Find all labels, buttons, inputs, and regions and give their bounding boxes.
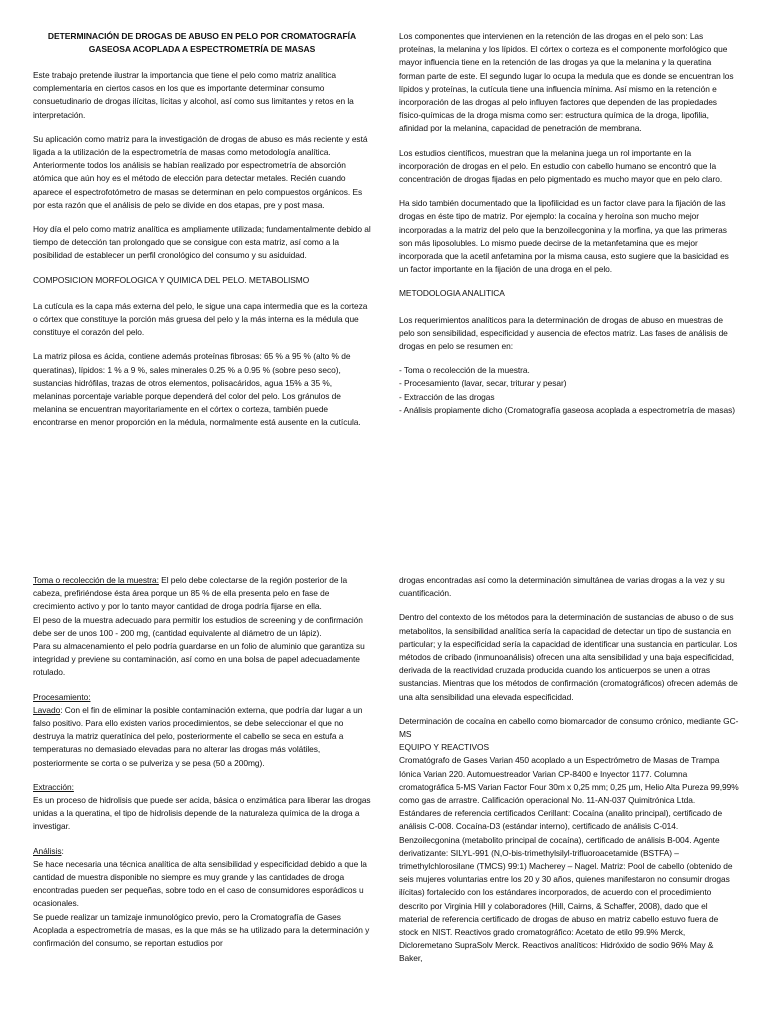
subheading-procesamiento: Procesamiento: <box>33 691 91 702</box>
document-title: DETERMINACIÓN DE DROGAS DE ABUSO EN PELO POR CROMATOGRAFÍA GASEOSA ACOPLADA A ESPECTROMETRÍA DE MASAS <box>47 31 357 54</box>
paragraph <box>33 574 371 680</box>
paragraph-text: Estándares de referencia certificados Cerillant: Cocaína (analito principal), certificado de análisis C-008. Cocaína-D3 (estándar interno), certificado de análisis C-014. Benzoilecgonina (metabolito principal de cocaína), certificado de análisis B-004. Agente derivatizante: SILYL-991 (N,O-bis-trimethylsilyl-trifluoroacetamide (BSTFA) – trimethylchlorosilane (TMCS) 99:1) Macherey – Nagel. Matriz: Pool de cabello (obtenido de seis mujeres voluntarias entre los 20 y 30 años, quienes manifestaron no consumir drogas ilícitas) fortalecido con los estándares incorporados, de acuerdo con el procedimiento descrito por Virginia Hill y colaboradores (Hill, Cairns, & Schaffer, 2008), dado que el material de referencia certificado de drogas de abuso en matriz cabello estuvo fuera de stock en NIST. Reactivos grado cromatográfico: Acetato de etilo 99.9% Merck, Dicloremetano SupraSolv Merck. Reactivos analíticos: Hidróxido de sodio 96% May & Baker, <box>399 808 733 964</box>
subheading-lavado: Lavado <box>33 704 61 715</box>
list-item: - Análisis propiamente dicho (Cromatografía gaseosa acoplada a espectrometría de masas) <box>399 404 735 415</box>
paragraph: Este trabajo pretende ilustrar la importancia que tiene el pelo como matriz analítica complementaria en ciertos casos en los que es importante determinar consumo consuetudinario de drogas ilícitas, lícitas y alcohol, así como sus limitantes y retos en la interpretación. <box>33 70 354 120</box>
paragraph: Los componentes que intervienen en la retención de las drogas en el pelo son: Las proteínas, la melanina y los lípidos. El córtex o corteza es el componente morfológico que mayor influencia tiene en la retención de las drogas ya que la melanina y la queratina forman parte de este. El segundo lugar lo ocupa la medula que es donde se encuentran los lípidos y proteínas, la cutícula tiene una influencia mínima. Así mismo en la retención e incorporación de las drogas al pelo influyen factores que dependen de las propiedades físico-químicas de la droga misma como ser: estructura química de la droga, lipofilia, afinidad por la melanina, capacidad de penetración de membrana. <box>399 31 734 134</box>
paragraph: Dentro del contexto de los métodos para la determinación de sustancias de abuso o de sus metabolitos, la sensibilidad analítica sería la capacidad de detectar un tipo de sustancia en particular; y la especificidad sería la capacidad de identificar una sustancia en particular. Los métodos de cribado (inmunoanálisis) ofrecen una alta sensibilidad y una baja especificidad, derivada de la reactividad cruzada producida cuando los anticuerpos se unen a otras sustancias. Mientras que los métodos de confirmación (cromatográficos) ofrecen además de una alta sensibilidad una elevada especificidad. <box>399 612 738 702</box>
subheading-toma: Toma o recolección de la muestra: <box>33 575 159 585</box>
paragraph: Los requerimientos analíticos para la determinación de drogas de abuso en muestras de pelo son sensibilidad, especificidad y ausencia de efectos matriz. Las fases de análisis de drogas en pelo se resumen en: <box>399 314 728 352</box>
paragraph-text: Cromatógrafo de Gases Varian 450 acoplado a un Espectrómetro de Masas de Trampa Iónica Varian 220. Automuestreador Varian CP-8400 e Inyector 1177. Columna cromatográfica 5-MS Varian Factor Four 30m x 0,25 mm; 0,25 µm, Helio Alta Pureza 99,99% como gas de arrastre. Calificación operacional No. 11-AN-037 Quimitrónica Ltda. <box>399 755 739 806</box>
paragraph <box>33 691 371 770</box>
paragraph: Ha sido también documentado que la lipofilicidad es un factor clave para la fijación de las drogas en éste tipo de matriz. Por ejemplo: la cocaína y heroína son mucho mejor incorporadas a la matriz del pelo que la benzoilecgonina y la morfina, ya que las primeras son más liposolubles. Lo mismo puede decirse de la metanfetamina que es mejor incorporada que la acetil anfetamina por la misma causa, esto sugiere que la basicidad es un factor importante en la fijación de una droga en el pelo. <box>399 198 729 275</box>
page2-right-column <box>399 574 739 977</box>
paragraph <box>33 781 371 834</box>
paragraph <box>33 845 371 951</box>
paragraph: drogas encontradas así como la determinación simultánea de varias drogas a la vez y su cuantificación. <box>399 575 725 599</box>
subheading-equipo: EQUIPO Y REACTIVOS <box>399 742 490 753</box>
paragraph: Hoy día el pelo como matriz analítica es ampliamente utilizada; fundamentalmente debido al tiempo de detección tan prolongado que se consigue con esta matriz, así como a la posibilidad de establecer un perfil cronológico del consumo y su asiduidad. <box>33 224 371 261</box>
paragraph-text: Es un proceso de hidrolisis que puede ser acida, básica o enzimática para liberar las drogas unidas a la queratina, el tipo de hidrolisis depende de la naturaleza química de la droga a investigar. <box>33 795 371 832</box>
phases-list <box>399 364 739 417</box>
paragraph-text: Se puede realizar un tamizaje inmunológico previo, pero la Cromatografía de Gases Acoplada a espectrometría de masas, es la que más se ha utilizado para la determinación y confirmación del consumo, se reportan estudios por <box>33 911 370 949</box>
subheading-analisis: Análisis <box>33 845 62 856</box>
paragraph-text: Se hace necesaria una técnica analítica de alta sensibilidad y especificidad debido a que la cantidad de muestra disponible no siempre es muy grande y las cantidades de droga encontradas pueden ser pequeñas, sobre todo en el caso de consumidores esporádicos u ocasionales. <box>33 858 367 909</box>
list-item: - Toma o recolección de la muestra. <box>399 365 530 376</box>
paragraph-text: Para su almacenamiento el pelo podría guardarse en un folio de aluminio que garantiza su integridad y previene su contaminación, así como en una bolsa de papel adecuadamente rotulado. <box>33 641 365 678</box>
list-item: - Procesamiento (lavar, secar, triturar y pesar) <box>399 378 567 389</box>
document-page-2 <box>0 566 768 1024</box>
page1-right-column <box>399 30 739 428</box>
paragraph-text: : Con el fin de eliminar la posible contaminación externa, que podría dar lugar a un falso positivo. Para ello existen varios procedimientos, se debe seleccionar el que no destruya la matriz queratínica del pelo, posteriormente el cabello se seca en estufa a temperaturas no demasiado elevadas para no alterar las drogas más volátiles, posteriormente se corta o se pulveriza y se pesa (50 a 200mg). <box>33 704 363 768</box>
page2-left-column <box>33 574 371 961</box>
paragraph: La cutícula es la capa más externa del pelo, le sigue una capa intermedia que es la corteza o córtex que constituye la porción más gruesa del pelo y la más interna es la médula que constituye el corazón del pelo. <box>33 300 368 338</box>
paragraph <box>399 715 739 966</box>
paragraph: Su aplicación como matriz para la investigación de drogas de abuso es más reciente y está ligada a la utilización de la espectrometría de masas como metodología analítica. Anteriormente todos los análisis se habían realizado por espectrometría de absorción atómica que aún hoy es el método de elección para detectar metales. Recién cuando aparece el espectrofotómetro de masas se determinan en pelo compuestos orgánicos. Es por esta razón que el análisis de pelo se divide en dos etapas, pre y post masa. <box>33 133 368 210</box>
page1-left-column <box>33 30 371 441</box>
list-item: - Extracción de las drogas <box>399 391 495 402</box>
paragraph-text: El peso de la muestra adecuado para permitir los estudios de screening y de confirmación debe ser de unos 100 - 200 mg, (cantidad equivalente al diámetro de un lápiz). <box>33 614 363 638</box>
paragraph-text: El pelo debe colectarse de la región posterior de la cabeza, prefiriéndose ésta área porque un 85 % de ella presenta pelo en fase de crecimiento activo y por lo tanto mayor cantidad de droga podría fijarse en ella. <box>33 575 348 612</box>
section-heading: METODOLOGIA ANALITICA <box>399 288 505 299</box>
paragraph-text: Determinación de cocaína en cabello como biomarcador de consumo crónico, mediante GC-MS <box>399 715 739 740</box>
paragraph-text: : <box>61 845 64 856</box>
paragraph: Los estudios científicos, muestran que la melanina juega un rol importante en la incorporación de drogas en el pelo. En estudio con cabello humano se encontró que la concentración de drogas fijadas en pelo pigmentado es mucho mayor que en pelo claro. <box>399 147 723 185</box>
paragraph: La matriz pilosa es ácida, contiene además proteínas fibrosas: 65 % a 95 % (alto % de queratinas), lípidos: 1 % a 9 %, sales minerales 0.25 % a 0.95 % (sobre peso seco), sustancias hidrófilas, trazas de otros elementos, polisacáridos, agua 15% a 35 %, melaninas porcentaje variable porque dependerá del color del pelo. Los gránulos de melanina se encuentran mayoritariamente en el córtex o corteza, también puede encontrarse en menor proporción en la médula, normalmente está ausente en la cutícula. <box>33 351 361 428</box>
subheading-extraccion: Extracción: <box>33 781 74 792</box>
section-heading: COMPOSICION MORFOLOGICA Y QUIMICA DEL PELO. METABOLISMO <box>33 274 310 285</box>
